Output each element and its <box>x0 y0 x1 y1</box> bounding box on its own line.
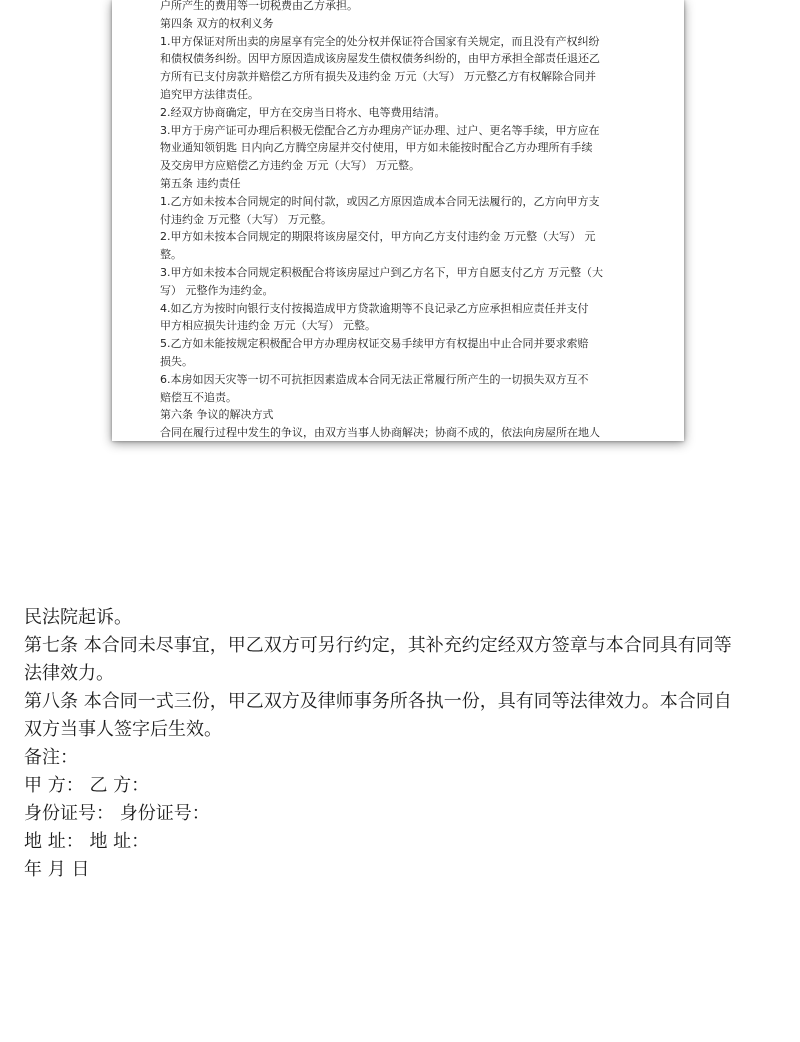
text-line: 户所产生的费用等一切税费由乙方承担。 <box>160 0 358 12</box>
text-line: 甲方相应损失计违约金 万元（大写） 元整。 <box>160 319 376 333</box>
section-heading-article-5: 第五条 违约责任 <box>160 176 241 190</box>
article-8-text: 第八条 本合同一式三份，甲乙双方及律师事务所各执一份，具有同等法律效力。本合同自 <box>24 691 732 712</box>
text-line: 追究甲方法律责任。 <box>160 87 259 101</box>
party-names-line: 甲 方： 乙 方： <box>24 775 150 796</box>
text-line: 3.甲方如未按本合同规定积极配合将该房屋过户到乙方名下，甲方自愿支付乙方 万元整（大 <box>160 265 603 279</box>
text-line: 5.乙方如未能按规定积极配合甲方办理房权证交易手续甲方有权提出中止合同并要求索赔 <box>160 337 589 351</box>
text-line: 双方当事人签字后生效。 <box>24 719 222 740</box>
contract-page-preview <box>112 0 684 441</box>
text-line: 整。 <box>160 248 182 262</box>
text-line: 及交房甲方应赔偿乙方违约金 万元（大写） 万元整。 <box>160 159 420 173</box>
text-line: 民法院起诉。 <box>24 607 132 628</box>
text-line: 2.甲方如未按本合同规定的期限将该房屋交付，甲方向乙方支付违约金 万元整（大写） 元 <box>160 230 596 244</box>
section-heading-article-4: 第四条 双方的权利义务 <box>160 16 274 30</box>
id-number-line: 身份证号： 身份证号： <box>24 803 210 824</box>
contract-continuation-text <box>24 604 784 884</box>
date-line: 年 月 日 <box>24 859 90 880</box>
text-line: 6.本房如因天灾等一切不可抗拒因素造成本合同无法正常履行所产生的一切损失双方互不 <box>160 372 589 386</box>
text-line: 写） 元整作为违约金。 <box>160 283 274 297</box>
text-line: 法律效力。 <box>24 663 114 684</box>
text-line: 合同在履行过程中发生的争议，由双方当事人协商解决；协商不成的，依法向房屋所在地人 <box>160 426 600 440</box>
text-line: 1.乙方如未按本合同规定的时间付款，或因乙方原因造成本合同无法履行的，乙方向甲方支 <box>160 194 600 208</box>
text-line: 和债权债务纠纷。因甲方原因造成该房屋发生债权债务纠纷的，由甲方承担全部责任退还乙 <box>160 52 600 66</box>
text-line: 付违约金 万元整（大写） 万元整。 <box>160 212 332 226</box>
text-line: 物业通知领钥匙 日内向乙方腾空房屋并交付使用，甲方如未能按时配合乙方办理所有手续 <box>160 141 593 155</box>
text-line: 4.如乙方为按时向银行支付按揭造成甲方贷款逾期等不良记录乙方应承担相应责任并支付 <box>160 301 589 315</box>
section-heading-article-6: 第六条 争议的解决方式 <box>160 408 274 422</box>
text-line: 方所有已支付房款并赔偿乙方所有损失及违约金 万元（大写） 万元整乙方有权解除合同并 <box>160 70 596 84</box>
text-line: 1.甲方保证对所出卖的房屋享有完全的处分权并保证符合国家有关规定，而且没有产权纠纷 <box>160 34 600 48</box>
text-line: 赔偿互不追责。 <box>160 390 237 404</box>
remarks-label: 备注： <box>24 747 78 768</box>
article-7-text: 第七条 本合同未尽事宜，甲乙双方可另行约定，其补充约定经双方签章与本合同具有同等 <box>24 635 732 656</box>
text-line: 2.经双方协商确定，甲方在交房当日将水、电等费用结清。 <box>160 105 446 119</box>
address-line: 地 址： 地 址： <box>24 831 150 852</box>
text-line: 3.甲方于房产证可办理后积极无偿配合乙方办理房产证办理、过户、更名等手续，甲方应在 <box>160 123 600 137</box>
text-line: 损失。 <box>160 354 193 368</box>
contract-page-text <box>160 0 638 441</box>
